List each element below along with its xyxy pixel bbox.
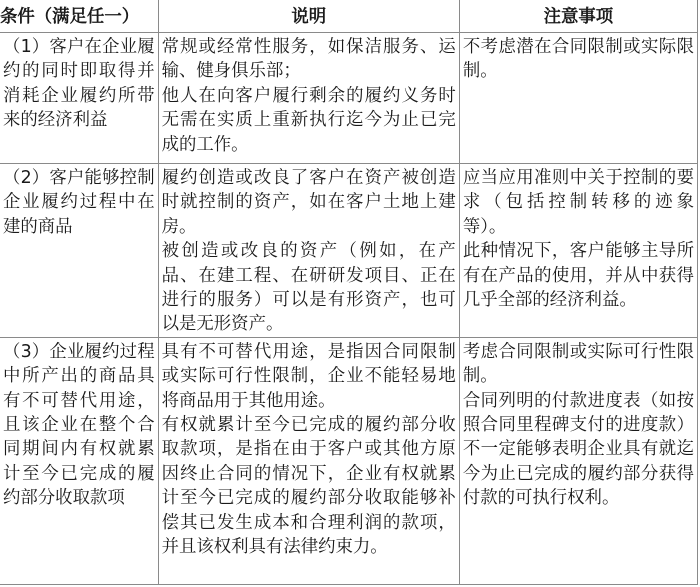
explanation-cell: [158, 164, 459, 338]
condition-cell: （3）企业履约过程中所产出的商品具有不可替代用途，且该企业在整个合同期间内有权就累计至今已完成的履约部分收取款项: [0, 337, 158, 584]
notes-paragraph: 考虑合同限制或实际可行性限制。: [462, 341, 694, 387]
notes-cell: [459, 164, 697, 338]
notes-cell: [459, 33, 697, 164]
condition-cell: （2）客户能够控制企业履约过程中在建的商品: [0, 164, 158, 338]
explanation-paragraph: 履约创造或改良了客户在资产被创造时就控制的资产，如在客户土地上建房。: [161, 168, 456, 237]
header-conditions: 条件（满足任一）: [0, 0, 158, 33]
table-header-row: [0, 0, 698, 33]
notes-paragraph: 不考虑潜在合同限制或实际限制。: [462, 37, 694, 82]
explanation-paragraph: 具有不可替代用途，是指因合同限制或实际可行性限制，企业不能轻易地将商品用于其他用途。: [161, 341, 456, 411]
header-explanation: 说明: [158, 0, 459, 33]
explanation-paragraph: 他人在向客户履行剩余的履约义务时无需在实质上重新执行迄今为止已完成的工作。: [161, 85, 456, 155]
notes-paragraph: 此种情况下，客户能够主导所有在产品的使用，并从中获得几乎全部的经济利益。: [462, 241, 694, 311]
header-notes: 注意事项: [459, 0, 697, 33]
table-row: [0, 337, 698, 584]
notes-paragraph: 应当应用准则中关于控制的要求（包括控制转移的迹象等）。: [462, 168, 694, 237]
explanation-paragraph: 有权就累计至今已完成的履约部分收取款项，是指在由于客户或其他方原因终止合同的情况下，企业有权就累计至今已完成的履约部分收取能够补偿其已发生成本和合理利润的款项，并且该权利具有法律约束力。: [161, 415, 456, 558]
table-row: [0, 33, 698, 164]
condition-cell: （1）客户在企业履约的同时即取得并消耗企业履约所带来的经济利益: [0, 33, 158, 164]
explanation-cell: [158, 337, 459, 584]
notes-cell: [459, 337, 697, 584]
table-row: [0, 164, 698, 338]
explanation-paragraph: 被创造或改良的资产（例如，在产品、在建工程、在研研发项目、正在进行的服务）可以是有形资产，也可以是无形资产。: [161, 241, 456, 335]
notes-paragraph: 合同列明的付款进度表（如按照合同里程碑支付的进度款）不一定能够表明企业具有就迄今为止已完成的履约部分获得付款的可执行权利。: [462, 390, 694, 509]
explanation-cell: [158, 33, 459, 164]
explanation-paragraph: 常规或经常性服务，如保洁服务、运输、健身俱乐部；: [161, 37, 456, 82]
